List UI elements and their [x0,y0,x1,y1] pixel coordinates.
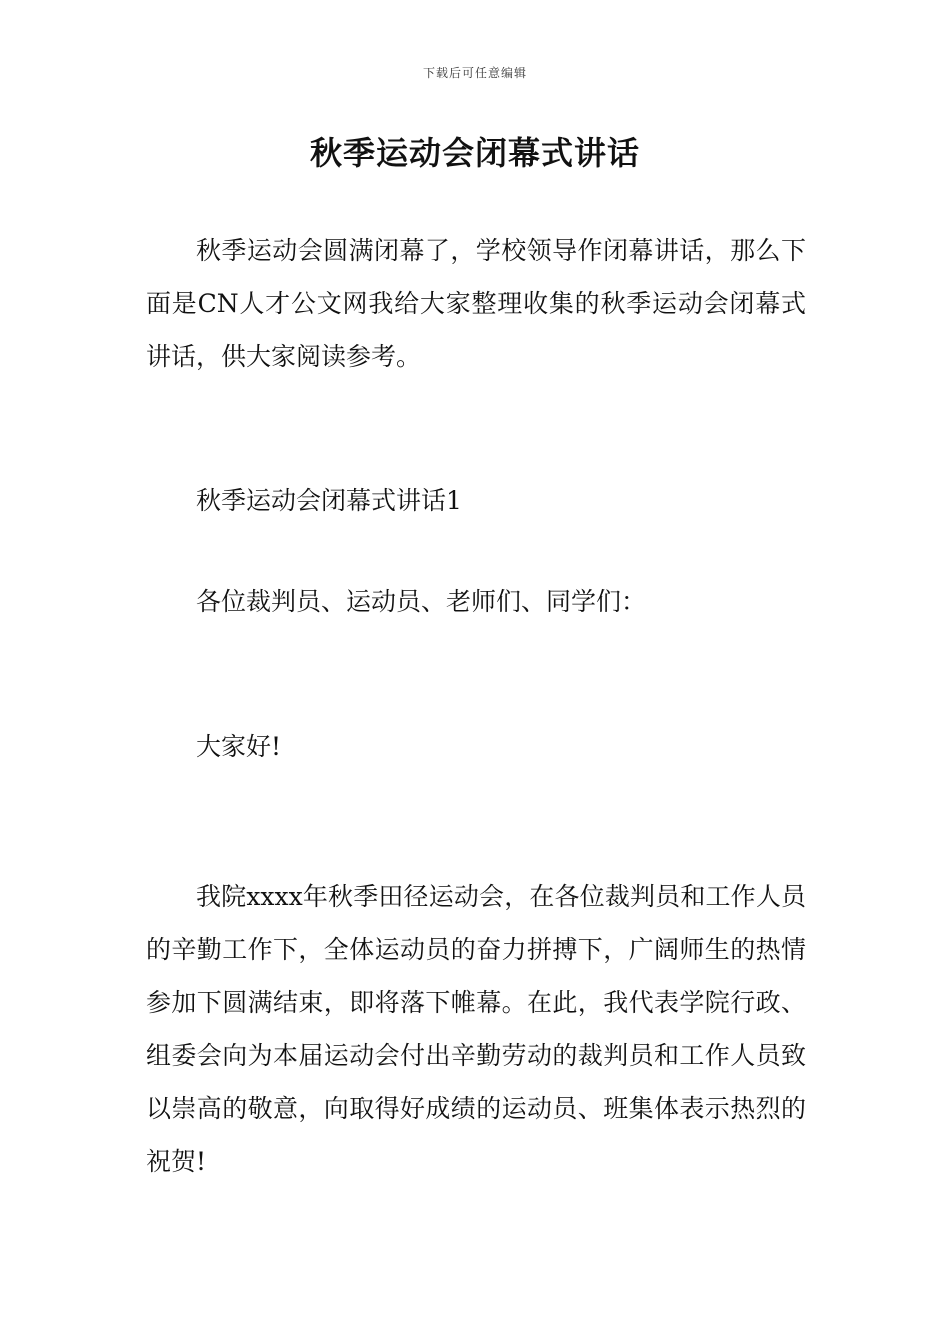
section-title: 秋季运动会闭幕式讲话1 [196,486,462,515]
salutation-paragraph: 各位裁判员、运动员、老师们、同学们： [196,587,647,616]
greeting-paragraph: 大家好! [196,732,282,761]
document-title: 秋季运动会闭幕式讲话 [309,134,640,172]
editable-download-note: 下载后可任意编辑 [422,66,527,80]
intro-paragraph: 秋季运动会圆满闭幕了，学校领导作闭幕讲话，那么下面是CN人才公文网我给大家整理收集的秋季运动会闭幕式讲话，供大家阅读参考。 [146,236,806,371]
body-paragraph: 我院xxxx年秋季田径运动会，在各位裁判员和工作人员的辛勤工作下，全体运动员的奋力拼搏下，广阔师生的热情参加下圆满结束，即将落下帷幕。在此，我代表学院行政、组委会向为本届运动会付出辛勤劳动的裁判员和工作人员致以崇高的敬意，向取得好成绩的运动员、班集体表示热烈的祝贺! [146,882,806,1176]
